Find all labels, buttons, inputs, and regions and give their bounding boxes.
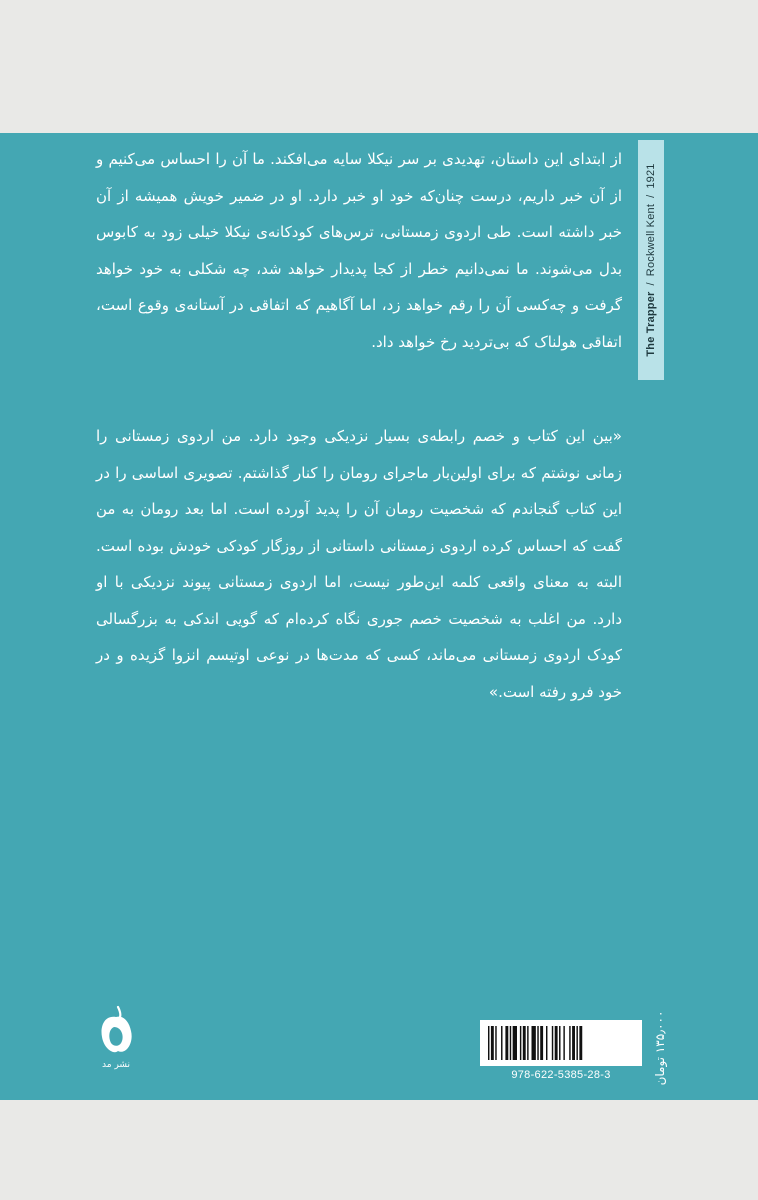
barcode-bar [537, 1026, 538, 1060]
barcode-bar [540, 1026, 543, 1060]
barcode-bar [546, 1026, 547, 1060]
price-label: ۱۳۵٫۰۰۰ تومان [653, 1010, 667, 1086]
spine-separator: / [645, 282, 657, 286]
barcode-bar [576, 1026, 577, 1060]
barcode-bar [552, 1026, 553, 1060]
spine-separator-2: / [645, 194, 657, 198]
barcode-bar [563, 1026, 564, 1060]
barcode-bar [559, 1026, 560, 1060]
barcode-bar [572, 1026, 575, 1060]
barcode-bar [501, 1026, 502, 1060]
isbn-number: 978-622-5385-28-3 [511, 1069, 611, 1081]
spine-label [645, 163, 657, 356]
publication-year: 1921 [645, 163, 657, 189]
barcode-bar [488, 1026, 489, 1060]
barcode-bar [527, 1026, 528, 1060]
barcode-bar [569, 1026, 570, 1060]
barcode-bar [523, 1026, 526, 1060]
barcode-bars [488, 1026, 634, 1060]
barcode-bar [579, 1026, 582, 1060]
barcode-bar [510, 1026, 511, 1060]
barcode-bar [532, 1026, 536, 1060]
author-name: Rockwell Kent [645, 203, 657, 277]
barcode [480, 1020, 642, 1066]
blurb-paragraph-1: از ابتدای این داستان، تهدیدی بر سر نیکلا سایه می‌افکند. ما آن را احساس می‌کنیم و از آن خبر داریم، درست چنان‌که خود او خبر دارد. او در ضمیر خویش همیشه از آن خبر داشته است. طی اردوی زمستانی، ترس‌های کودکانه‌ی نیکلا خیلی زود به کابوس بدل می‌شوند. ما نمی‌دانیم خطر از کجا پدیدار خواهد شد، چه شکلی به خود خواهد گرفت و چه‌کسی آن را رقم خواهد زد، اما آگاهیم که اتفاقی در آستانه‌ی وقوع است، اتفاقی هولناک که بی‌تردید رخ خواهد داد. [96, 150, 622, 351]
barcode-bar [555, 1026, 558, 1060]
barcode-bar [520, 1026, 521, 1060]
barcode-bar [491, 1026, 494, 1060]
publisher-name: نشر مد [102, 1060, 130, 1070]
publisher-logo-icon [96, 1003, 136, 1063]
barcode-bar [505, 1026, 508, 1060]
blurb-paragraph-2: «بین این کتاب و خصم رابطه‌ی بسیار نزدیکی وجود دارد. من اردوی زمستانی را زمانی نوشتم که برای اولین‌بار ماجرای رومان را کنار گذاشتم. تصویری اساسی را در این کتاب گنجاندم که شخصیت رومان آن را پدید آورده است. اما بعد رومان به من گفت که احساس کرده اردوی زمستانی داستانی از روزگار کودکی خودش بوده است. البته به معنای واقعی کلمه این‌طور نیست، اما اردوی زمستانی پیوند نزدیکی با او دارد. من اغلب به شخصیت خصم جوری نگاه کرده‌ام که گویی اندکی به بزرگسالی کودک اردوی زمستانی می‌ماند، کسی که مدت‌ها در نوعی اوتیسم انزوا گزیده و در خود فرو رفته است.» [96, 427, 622, 701]
barcode-bar [513, 1026, 517, 1060]
barcode-bar [495, 1026, 496, 1060]
book-title-en: The Trapper [645, 291, 657, 357]
